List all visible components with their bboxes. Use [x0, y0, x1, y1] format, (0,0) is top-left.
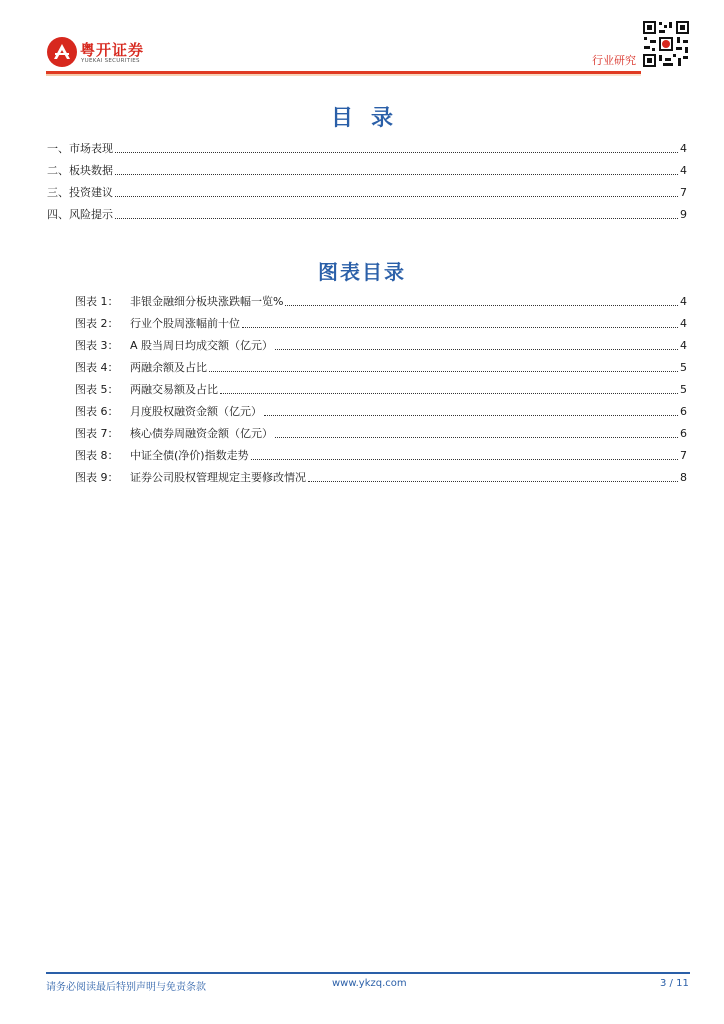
figure-item-2[interactable]	[75, 315, 687, 331]
toc-item-label: 四、风险提示	[47, 208, 113, 221]
figure-caption: 两融余额及占比	[130, 361, 207, 374]
figure-page: 5	[680, 383, 687, 396]
figure-page: 5	[680, 361, 687, 374]
figure-caption: 月度股权融资金额（亿元）	[130, 405, 262, 418]
figure-number: 图表 2：	[75, 317, 119, 330]
figure-item-7[interactable]	[75, 425, 687, 441]
brand-logo	[46, 36, 156, 70]
figure-page: 4	[680, 295, 687, 308]
toc-item-3[interactable]	[47, 184, 687, 200]
toc-item-page: 4	[680, 142, 687, 155]
figure-caption: 两融交易额及占比	[130, 383, 218, 396]
toc-item-1[interactable]	[47, 140, 687, 156]
figure-number: 图表 6：	[75, 405, 119, 418]
footer-website-link[interactable]: www.ykzq.com	[332, 978, 407, 989]
toc-item-page: 9	[680, 208, 687, 221]
figure-page: 4	[680, 339, 687, 352]
figure-number: 图表 3：	[75, 339, 119, 352]
figure-caption: 行业个股周涨幅前十位	[130, 317, 240, 330]
toc-item-2[interactable]	[47, 162, 687, 178]
footer-divider	[46, 972, 690, 974]
figure-number: 图表 4：	[75, 361, 119, 374]
figure-page: 6	[680, 405, 687, 418]
figure-item-9[interactable]	[75, 469, 687, 485]
toc-item-page: 7	[680, 186, 687, 199]
toc-item-label: 一、市场表现	[47, 142, 113, 155]
figure-number: 图表 5：	[75, 383, 119, 396]
brand-logo-icon	[46, 36, 78, 68]
page-number: 3 / 11	[660, 978, 689, 989]
figure-page: 4	[680, 317, 687, 330]
figure-caption: 证券公司股权管理规定主要修改情况	[130, 471, 306, 484]
page-header	[0, 0, 724, 80]
qr-code-icon	[642, 20, 690, 68]
figure-caption: A 股当周日均成交额（亿元）	[130, 339, 274, 352]
figure-number: 图表 9：	[75, 471, 119, 484]
figure-number: 图表 1：	[75, 295, 119, 308]
figure-caption: 核心债券周融资金额（亿元）	[130, 427, 273, 440]
toc-item-4[interactable]	[47, 206, 687, 222]
section-label: 行业研究	[592, 54, 636, 67]
figure-item-8[interactable]	[75, 447, 687, 463]
brand-name-en: YUEKAI SECURITIES	[81, 58, 140, 64]
figure-item-6[interactable]	[75, 403, 687, 419]
figure-item-3[interactable]	[75, 337, 687, 353]
header-divider	[46, 71, 641, 77]
toc-item-page: 4	[680, 164, 687, 177]
figure-number: 图表 7：	[75, 427, 119, 440]
figure-page: 6	[680, 427, 687, 440]
figure-caption: 非银金融细分板块涨跌幅一览%	[130, 295, 284, 308]
figure-page: 8	[680, 471, 687, 484]
figure-item-5[interactable]	[75, 381, 687, 397]
toc-item-label: 二、板块数据	[47, 164, 113, 177]
figure-page: 7	[680, 449, 687, 462]
toc-item-label: 三、投资建议	[47, 186, 113, 199]
figure-item-1[interactable]	[75, 293, 687, 309]
brand-name-cn: 粤开证券	[80, 41, 145, 59]
figure-number: 图表 8：	[75, 449, 119, 462]
footer-disclaimer: 请务必阅读最后特别声明与免责条款	[46, 982, 206, 993]
toc-title: 目录	[330, 106, 411, 131]
figure-item-4[interactable]	[75, 359, 687, 375]
figure-list-title: 图表目录	[318, 260, 406, 284]
figure-caption: 中证全债(净价)指数走势	[130, 449, 249, 462]
